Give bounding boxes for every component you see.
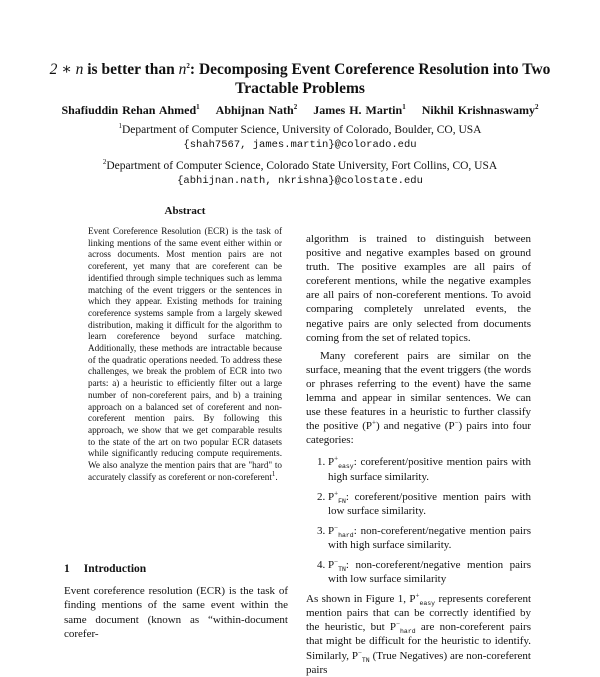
- author: Abhijnan Nath$^2$: [215, 103, 298, 117]
- author: Shafiuddin Rehan Ahmed$^1$: [61, 103, 200, 117]
- intro-heading: 1 Introduction: [64, 563, 147, 575]
- intro-body: Event coreference resolution (ECR) is the task of finding mentions of the same event within the same document (known as “within-document corefer-: [64, 585, 288, 641]
- affiliation-2: $^2$Department of Computer Science, Colorado State University, Fort Collins, CO, USA {abhijnan.nath, nkrishna}@colostate.edu: [102, 158, 498, 187]
- abstract-body: Event Coreference Resolution (ECR) is the task of linking mentions of the same event either within or across documents. Most mention pairs are not coreferent, yet many that are coreferent can be identified through simple techniques such as lemma matching of the event triggers or the sentences in which they appear. Existing methods for training coreference systems sample from a largely skewed distribution, making it difficult for the algorithm to learn coreference beyond surface matching. Additionally, these methods are intractable because of the quadratic operations needed. To address these challenges, we break the problem of ECR into two parts: a) a heuristic to efficiently filter out a large number of non-coreferent pairs, and b) a training approach on a balanced set of coreferent and non-coreferent mention pairs. By following this approach, we show that we get comparable results to the state of the art on two popular ECR datasets while significantly reducing compute requirements. We also analyze the mention pairs that are "hard" to accurately classify as coreferent or non-coreferent$^1$.: [88, 226, 282, 482]
- list-item: 1. $P^+_{easy}$: coreferent/positive mention pairs with high surface similarity.: [328, 455, 531, 483]
- paragraph: Many coreferent pairs are similar on the surface, meaning that the event triggers (the words or phrases referring to the event) have the same lemma and appear in similar sentences. We can use these features in a heuristic to further classify the positive (P+) and negative (P−) pairs into four categories:: [306, 349, 531, 447]
- paragraph: As shown in Figure 1, $P^+_{easy}$ represents coreferent mention pairs that can be correctly identified by the heuristic, but $P^-_{hard}$ are non-coreferent pairs that might be difficult for the heuristic to identify. Similarly, $P^-_{TN}$ (True Negatives) are non-coreferent pairs: [306, 591, 532, 676]
- list-item: 4. $P^-_{TN}$: non-coreferent/negative mention pairs with low surface similarity: [328, 558, 531, 586]
- paper-title: [40, 60, 560, 98]
- paragraph: algorithm is trained to distinguish between positive and negative examples based on ground truth. The positive examples are all pairs of coreferent mentions, while the negative examples are all pairs of non-coreferent mentions. To avoid comparing completely unrelated events, the negative pairs are only selected from documents coming from the set of related topics.: [306, 233, 531, 344]
- author-list: [20, 103, 580, 117]
- author: James H. Martin$^1$: [313, 103, 406, 117]
- list-item: 2. $P^+_{FN}$: coreferent/positive mention pairs with low surface similarity.: [328, 490, 531, 518]
- affiliation-1: $^1$Department of Computer Science, University of Colorado, Boulder, CO, USA {shah7567, james.martin}@colorado.edu: [118, 122, 482, 151]
- abstract-heading: Abstract: [164, 205, 206, 217]
- author: Nikhil Krishnaswamy$^2$: [421, 103, 539, 117]
- email-list: {shah7567, james.martin}: [183, 139, 335, 151]
- email-list: {abhijnan.nath, nkrishna}: [177, 175, 335, 187]
- title-math-sup: 2: [186, 61, 190, 70]
- title-math-lhs: 2 ∗ n: [49, 61, 84, 78]
- title-text-rest: : Decomposing Event Coreference Resolution into Two Tractable Problems: [189, 61, 551, 97]
- right-column: [306, 232, 531, 677]
- title-text-mid: is better than: [83, 61, 179, 78]
- category-list: [306, 455, 531, 586]
- list-item: 3. $P^-_{hard}$: non-coreferent/negative mention pairs with high surface similarity.: [328, 524, 531, 552]
- title-math-rhs: n: [178, 61, 187, 78]
